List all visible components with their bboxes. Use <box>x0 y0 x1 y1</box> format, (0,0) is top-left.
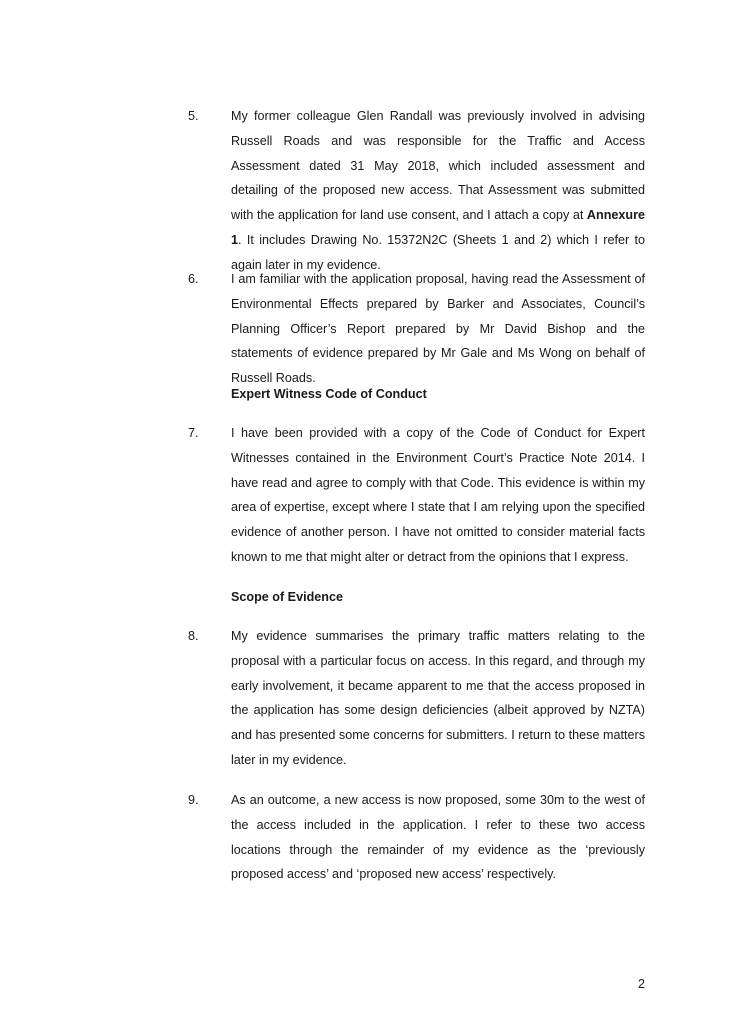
paragraph-number: 7. <box>188 426 199 440</box>
paragraph-number: 8. <box>188 629 199 643</box>
paragraph-text <box>231 104 645 278</box>
paragraph-text: I am familiar with the application proposal, having read the Assessment of Environmental Effects prepared by Barker and Associates, Council’s Planning Officer’s Report prepared by Mr David Bishop and the statements of evidence prepared by Mr Gale and Ms Wong on behalf of Russell Roads. <box>231 272 645 386</box>
paragraph-number: 5. <box>188 109 199 123</box>
page-number: 2 <box>638 977 646 991</box>
paragraph-number: 6. <box>188 272 199 286</box>
paragraph-text-start: My former colleague Glen Randall was previously involved in advising Russell Roads and was responsible for the Traffic and Access Assessment dated 31 May 2018, which included assessment and detailing of the proposed new access. That Assessment was submitted with the application for land use consent, and I attach a copy at <box>231 109 645 223</box>
paragraph-text: I have been provided with a copy of the Code of Conduct for Expert Witnesses contained in the Environment Court’s Practice Note 2014. I have read and agree to comply with that Code. This evidence is within my area of expertise, except where I state that I am relying upon the specified evidence of another person. I have not omitted to consider material facts known to me that might alter or detract from the opinions that I express. <box>231 426 645 564</box>
section-heading-expert-witness: Expert Witness Code of Conduct <box>231 387 427 401</box>
annexure-reference: Annexure 1 <box>231 208 645 247</box>
paragraph-text: My evidence summarises the primary traffic matters relating to the proposal with a particular focus on access. In this regard, and through my early involvement, it became apparent to me that the access proposed in the application has some design deficiencies (albeit approved by NZTA) and has presented some concerns for submitters. I return to these matters later in my evidence. <box>231 629 645 767</box>
paragraph-text-end: . It includes Drawing No. 15372N2C (Sheets 1 and 2) which I refer to again later in my evidence. <box>231 232 645 272</box>
paragraph-number: 9. <box>188 793 199 807</box>
section-heading-scope: Scope of Evidence <box>231 590 343 604</box>
paragraph-text: As an outcome, a new access is now proposed, some 30m to the west of the access included in the application. I refer to these two access locations through the remainder of my evidence as the ‘previously proposed access’ and ‘proposed new access’ respectively. <box>231 793 645 882</box>
